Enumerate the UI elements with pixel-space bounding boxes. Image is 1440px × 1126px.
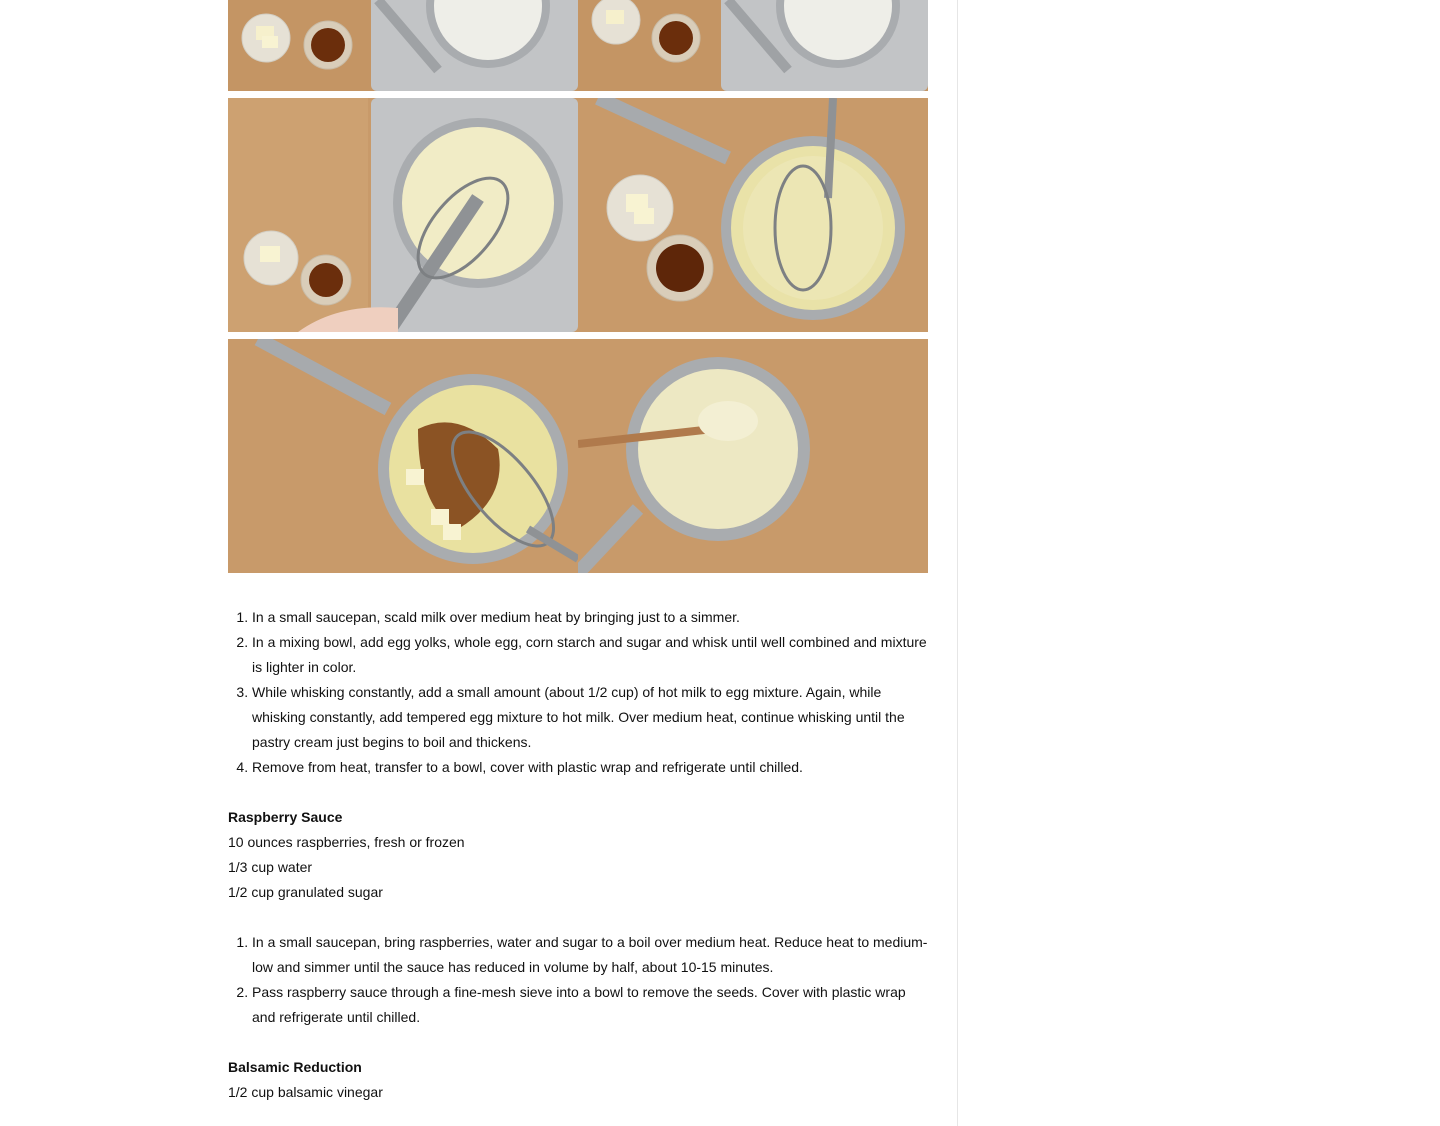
list-item: 4. Remove from heat, transfer to a bowl, cover with plastic wrap and refrigerate until chilled.	[252, 755, 928, 780]
list-item: 2. Pass raspberry sauce through a fine-mesh sieve into a bowl to remove the seeds. Cover with plastic wrap and refrigerate until chilled.	[252, 980, 928, 1030]
photo-row	[228, 98, 928, 332]
step-photo-milk-saucepan[interactable]	[578, 0, 928, 91]
step-photo-adding-butter-vanilla[interactable]	[228, 339, 578, 573]
step-photo-milk-saucepan[interactable]	[228, 0, 578, 91]
section-heading-balsamic-reduction: Balsamic Reduction	[228, 1059, 362, 1075]
ingredient: 1/2 cup granulated sugar	[228, 884, 383, 900]
step-photo-whisking-thickened-cream[interactable]	[578, 98, 928, 332]
list-item: 3. While whisking constantly, add a small amount (about 1/2 cup) of hot milk to egg mixture. Again, while whisking constantly, add tempered egg mixture to hot milk. Over medium heat, continue whisking until the pastry cream just begins to boil and thickens.	[252, 680, 928, 755]
raspberry-sauce-steps	[228, 930, 928, 1030]
step-photo-whisking-egg-mixture[interactable]	[228, 98, 578, 332]
list-item: 1. In a small saucepan, bring raspberries, water and sugar to a boil over medium heat. Reduce heat to medium-low and simmer until the sauce has reduced in volume by half, about 10-15 minutes.	[252, 930, 928, 980]
pastry-cream-steps	[228, 605, 928, 780]
section-heading-raspberry-sauce: Raspberry Sauce	[228, 809, 343, 825]
photo-row	[228, 0, 928, 91]
ingredient: 1/2 cup balsamic vinegar	[228, 1084, 383, 1100]
sidebar-divider	[957, 0, 958, 1126]
recipe-text	[228, 605, 928, 1105]
ingredient: 10 ounces raspberries, fresh or frozen	[228, 834, 465, 850]
ingredient: 1/3 cup water	[228, 859, 313, 875]
list-item: 1. In a small saucepan, scald milk over medium heat by bringing just to a simmer.	[252, 605, 928, 630]
step-photo-finished-pastry-cream[interactable]	[578, 339, 928, 573]
list-item: 2. In a mixing bowl, add egg yolks, whole egg, corn starch and sugar and whisk until well combined and mixture is lighter in color.	[252, 630, 928, 680]
photo-row	[228, 339, 928, 573]
